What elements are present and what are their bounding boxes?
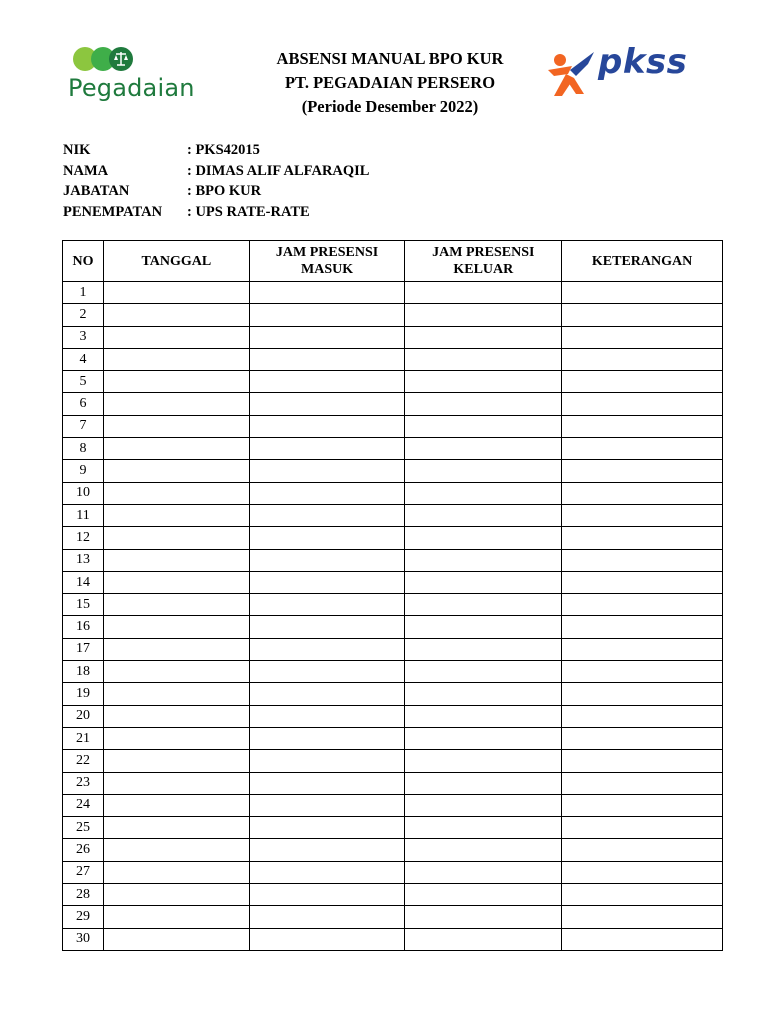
- tanggal-cell[interactable]: [103, 772, 249, 794]
- table-row: [63, 772, 723, 794]
- jam-keluar-cell[interactable]: [405, 638, 562, 660]
- jam-keluar-cell[interactable]: [405, 282, 562, 304]
- keterangan-cell[interactable]: [562, 571, 723, 593]
- jam-masuk-cell[interactable]: [249, 638, 405, 660]
- tanggal-cell[interactable]: [103, 861, 249, 883]
- jam-keluar-cell[interactable]: [405, 571, 562, 593]
- keterangan-cell[interactable]: [562, 616, 723, 638]
- table-header-row: [63, 241, 723, 282]
- tanggal-cell[interactable]: [103, 638, 249, 660]
- row-number: 19: [63, 683, 104, 705]
- jabatan-row: [63, 181, 369, 202]
- tanggal-cell[interactable]: [103, 594, 249, 616]
- col-keterangan-header: KETERANGAN: [562, 241, 723, 282]
- title-line-3: (Periode Desember 2022): [301, 97, 479, 116]
- keterangan-cell[interactable]: [562, 527, 723, 549]
- table-row: [63, 705, 723, 727]
- table-row: [63, 527, 723, 549]
- col-tanggal-header: TANGGAL: [103, 241, 249, 282]
- table-row: [63, 839, 723, 861]
- row-number: 20: [63, 705, 104, 727]
- tanggal-cell[interactable]: [103, 884, 249, 906]
- table-row: [63, 616, 723, 638]
- jam-masuk-cell[interactable]: [249, 460, 405, 482]
- row-number: 12: [63, 527, 104, 549]
- table-row: [63, 326, 723, 348]
- jam-masuk-cell[interactable]: [249, 482, 405, 504]
- jam-keluar-cell[interactable]: [405, 393, 562, 415]
- tanggal-cell[interactable]: [103, 527, 249, 549]
- table-body: [63, 282, 723, 951]
- table-row: [63, 727, 723, 749]
- col-no-header: NO: [63, 241, 104, 282]
- jam-keluar-cell[interactable]: [405, 415, 562, 437]
- keterangan-cell[interactable]: [562, 282, 723, 304]
- tanggal-cell[interactable]: [103, 549, 249, 571]
- jam-masuk-cell[interactable]: [249, 839, 405, 861]
- jam-keluar-cell[interactable]: [405, 727, 562, 749]
- nik-row: [63, 140, 369, 161]
- row-number: 27: [63, 861, 104, 883]
- table-row: [63, 661, 723, 683]
- keterangan-cell[interactable]: [562, 817, 723, 839]
- keterangan-cell[interactable]: [562, 482, 723, 504]
- jam-keluar-cell[interactable]: [405, 616, 562, 638]
- tanggal-cell[interactable]: [103, 817, 249, 839]
- row-number: 26: [63, 839, 104, 861]
- jam-masuk-cell[interactable]: [249, 282, 405, 304]
- row-number: 3: [63, 326, 104, 348]
- jam-keluar-cell[interactable]: [405, 772, 562, 794]
- jam-masuk-cell[interactable]: [249, 794, 405, 816]
- jam-masuk-cell[interactable]: [249, 549, 405, 571]
- pegadaian-wordmark: Pegadaian: [68, 74, 195, 102]
- row-number: 30: [63, 928, 104, 950]
- row-number: 11: [63, 504, 104, 526]
- jam-keluar-cell[interactable]: [405, 750, 562, 772]
- row-number: 5: [63, 371, 104, 393]
- jam-keluar-cell[interactable]: [405, 304, 562, 326]
- table-row: [63, 750, 723, 772]
- tanggal-cell[interactable]: [103, 438, 249, 460]
- jam-masuk-cell[interactable]: [249, 817, 405, 839]
- table-row: [63, 683, 723, 705]
- jam-keluar-cell[interactable]: [405, 817, 562, 839]
- row-number: 15: [63, 594, 104, 616]
- keterangan-cell[interactable]: [562, 727, 723, 749]
- row-number: 10: [63, 482, 104, 504]
- jam-masuk-cell[interactable]: [249, 594, 405, 616]
- tanggal-cell[interactable]: [103, 415, 249, 437]
- jam-keluar-cell[interactable]: [405, 861, 562, 883]
- tanggal-cell[interactable]: [103, 282, 249, 304]
- keterangan-cell[interactable]: [562, 549, 723, 571]
- tanggal-cell[interactable]: [103, 504, 249, 526]
- jabatan-value: : BPO KUR: [187, 183, 262, 199]
- page-title: [250, 47, 530, 119]
- table-row: [63, 594, 723, 616]
- table-row: [63, 794, 723, 816]
- jam-keluar-cell[interactable]: [405, 705, 562, 727]
- row-number: 29: [63, 906, 104, 928]
- jam-masuk-cell[interactable]: [249, 348, 405, 370]
- penempatan-row: [63, 202, 369, 223]
- jam-keluar-cell[interactable]: [405, 460, 562, 482]
- keterangan-cell[interactable]: [562, 638, 723, 660]
- col-jam-masuk-header: [249, 241, 405, 282]
- row-number: 17: [63, 638, 104, 660]
- row-number: 13: [63, 549, 104, 571]
- keterangan-cell[interactable]: [562, 884, 723, 906]
- jam-keluar-cell[interactable]: [405, 549, 562, 571]
- tanggal-cell[interactable]: [103, 482, 249, 504]
- jam-masuk-cell[interactable]: [249, 304, 405, 326]
- row-number: 9: [63, 460, 104, 482]
- jam-keluar-cell[interactable]: [405, 527, 562, 549]
- pkss-logo: [544, 42, 694, 100]
- table-row: [63, 861, 723, 883]
- jam-masuk-cell[interactable]: [249, 326, 405, 348]
- penempatan-label: PENEMPATAN: [63, 203, 163, 220]
- keterangan-cell[interactable]: [562, 304, 723, 326]
- keterangan-cell[interactable]: [562, 594, 723, 616]
- jam-masuk-cell[interactable]: [249, 393, 405, 415]
- jam-masuk-cell[interactable]: [249, 504, 405, 526]
- table-row: [63, 371, 723, 393]
- nama-value: : DIMAS ALIF ALFARAQIL: [187, 162, 370, 179]
- col-jam-keluar-line-1: JAM PRESENSI: [432, 245, 535, 260]
- jam-masuk-cell[interactable]: [249, 750, 405, 772]
- table-row: [63, 638, 723, 660]
- jam-keluar-cell[interactable]: [405, 683, 562, 705]
- keterangan-cell[interactable]: [562, 415, 723, 437]
- table-row: [63, 393, 723, 415]
- jam-keluar-cell[interactable]: [405, 928, 562, 950]
- table-row: [63, 282, 723, 304]
- table-row: [63, 928, 723, 950]
- table-row: [63, 504, 723, 526]
- jam-masuk-cell[interactable]: [249, 906, 405, 928]
- row-number: 1: [63, 282, 104, 304]
- employee-info: [63, 140, 369, 222]
- jam-masuk-cell[interactable]: [249, 371, 405, 393]
- tanggal-cell[interactable]: [103, 661, 249, 683]
- tanggal-cell[interactable]: [103, 326, 249, 348]
- row-number: 21: [63, 727, 104, 749]
- jam-keluar-cell[interactable]: [405, 884, 562, 906]
- tanggal-cell[interactable]: [103, 750, 249, 772]
- jam-masuk-cell[interactable]: [249, 884, 405, 906]
- jam-masuk-cell[interactable]: [249, 727, 405, 749]
- tanggal-cell[interactable]: [103, 571, 249, 593]
- jam-keluar-cell[interactable]: [405, 661, 562, 683]
- jam-masuk-cell[interactable]: [249, 616, 405, 638]
- jam-keluar-cell[interactable]: [405, 348, 562, 370]
- jam-masuk-cell[interactable]: [249, 571, 405, 593]
- table-row: [63, 549, 723, 571]
- tanggal-cell[interactable]: [103, 839, 249, 861]
- jam-masuk-cell[interactable]: [249, 928, 405, 950]
- tanggal-cell[interactable]: [103, 304, 249, 326]
- tanggal-cell[interactable]: [103, 794, 249, 816]
- keterangan-cell[interactable]: [562, 371, 723, 393]
- jam-keluar-cell[interactable]: [405, 326, 562, 348]
- row-number: 7: [63, 415, 104, 437]
- jam-keluar-cell[interactable]: [405, 371, 562, 393]
- table-row: [63, 571, 723, 593]
- tanggal-cell[interactable]: [103, 928, 249, 950]
- table-row: [63, 438, 723, 460]
- jam-keluar-cell[interactable]: [405, 482, 562, 504]
- jam-masuk-cell[interactable]: [249, 772, 405, 794]
- attendance-table: [62, 240, 723, 951]
- pegadaian-logo: [66, 44, 196, 104]
- jabatan-label: JABATAN: [63, 183, 130, 199]
- row-number: 23: [63, 772, 104, 794]
- pkss-wordmark: pkss: [598, 42, 688, 82]
- table-row: [63, 884, 723, 906]
- jam-keluar-cell[interactable]: [405, 594, 562, 616]
- keterangan-cell[interactable]: [562, 794, 723, 816]
- row-number: 14: [63, 571, 104, 593]
- col-jam-keluar-header: [405, 241, 562, 282]
- jam-keluar-cell[interactable]: [405, 504, 562, 526]
- col-jam-keluar-line-2: KELUAR: [453, 262, 514, 277]
- keterangan-cell[interactable]: [562, 438, 723, 460]
- nik-value: : PKS42015: [187, 142, 260, 158]
- keterangan-cell[interactable]: [562, 861, 723, 883]
- jam-masuk-cell[interactable]: [249, 683, 405, 705]
- jam-masuk-cell[interactable]: [249, 705, 405, 727]
- tanggal-cell[interactable]: [103, 705, 249, 727]
- pkss-figure-icon: [544, 48, 598, 98]
- row-number: 6: [63, 393, 104, 415]
- pegadaian-circles-icon: [72, 46, 142, 72]
- nama-row: [63, 161, 369, 182]
- jam-keluar-cell[interactable]: [405, 438, 562, 460]
- keterangan-cell[interactable]: [562, 460, 723, 482]
- table-row: [63, 906, 723, 928]
- col-jam-masuk-line-1: JAM PRESENSI: [275, 245, 379, 260]
- keterangan-cell[interactable]: [562, 750, 723, 772]
- row-number: 4: [63, 348, 104, 370]
- penempatan-value: : UPS RATE-RATE: [187, 203, 310, 220]
- table-row: [63, 482, 723, 504]
- jam-masuk-cell[interactable]: [249, 661, 405, 683]
- row-number: 2: [63, 304, 104, 326]
- row-number: 24: [63, 794, 104, 816]
- jam-masuk-cell[interactable]: [249, 438, 405, 460]
- row-number: 18: [63, 661, 104, 683]
- keterangan-cell[interactable]: [562, 661, 723, 683]
- tanggal-cell[interactable]: [103, 616, 249, 638]
- jam-keluar-cell[interactable]: [405, 839, 562, 861]
- row-number: 8: [63, 438, 104, 460]
- tanggal-cell[interactable]: [103, 371, 249, 393]
- table-row: [63, 460, 723, 482]
- table-row: [63, 415, 723, 437]
- title-line-2: PT. PEGADAIAN PERSERO: [284, 73, 496, 92]
- keterangan-cell[interactable]: [562, 928, 723, 950]
- title-line-1: ABSENSI MANUAL BPO KUR: [276, 49, 504, 68]
- keterangan-cell[interactable]: [562, 772, 723, 794]
- row-number: 16: [63, 616, 104, 638]
- tanggal-cell[interactable]: [103, 460, 249, 482]
- jam-keluar-cell[interactable]: [405, 906, 562, 928]
- col-jam-masuk-line-2: MASUK: [301, 262, 354, 277]
- jam-keluar-cell[interactable]: [405, 794, 562, 816]
- row-number: 28: [63, 884, 104, 906]
- keterangan-cell[interactable]: [562, 504, 723, 526]
- tanggal-cell[interactable]: [103, 683, 249, 705]
- nama-label: NAMA: [63, 162, 109, 179]
- tanggal-cell[interactable]: [103, 906, 249, 928]
- table-row: [63, 817, 723, 839]
- keterangan-cell[interactable]: [562, 326, 723, 348]
- keterangan-cell[interactable]: [562, 906, 723, 928]
- jam-masuk-cell[interactable]: [249, 415, 405, 437]
- jam-masuk-cell[interactable]: [249, 861, 405, 883]
- row-number: 22: [63, 750, 104, 772]
- tanggal-cell[interactable]: [103, 727, 249, 749]
- keterangan-cell[interactable]: [562, 393, 723, 415]
- tanggal-cell[interactable]: [103, 348, 249, 370]
- row-number: 25: [63, 817, 104, 839]
- keterangan-cell[interactable]: [562, 705, 723, 727]
- keterangan-cell[interactable]: [562, 348, 723, 370]
- nik-label: NIK: [63, 142, 91, 158]
- table-row: [63, 348, 723, 370]
- table-row: [63, 304, 723, 326]
- tanggal-cell[interactable]: [103, 393, 249, 415]
- jam-masuk-cell[interactable]: [249, 527, 405, 549]
- keterangan-cell[interactable]: [562, 839, 723, 861]
- keterangan-cell[interactable]: [562, 683, 723, 705]
